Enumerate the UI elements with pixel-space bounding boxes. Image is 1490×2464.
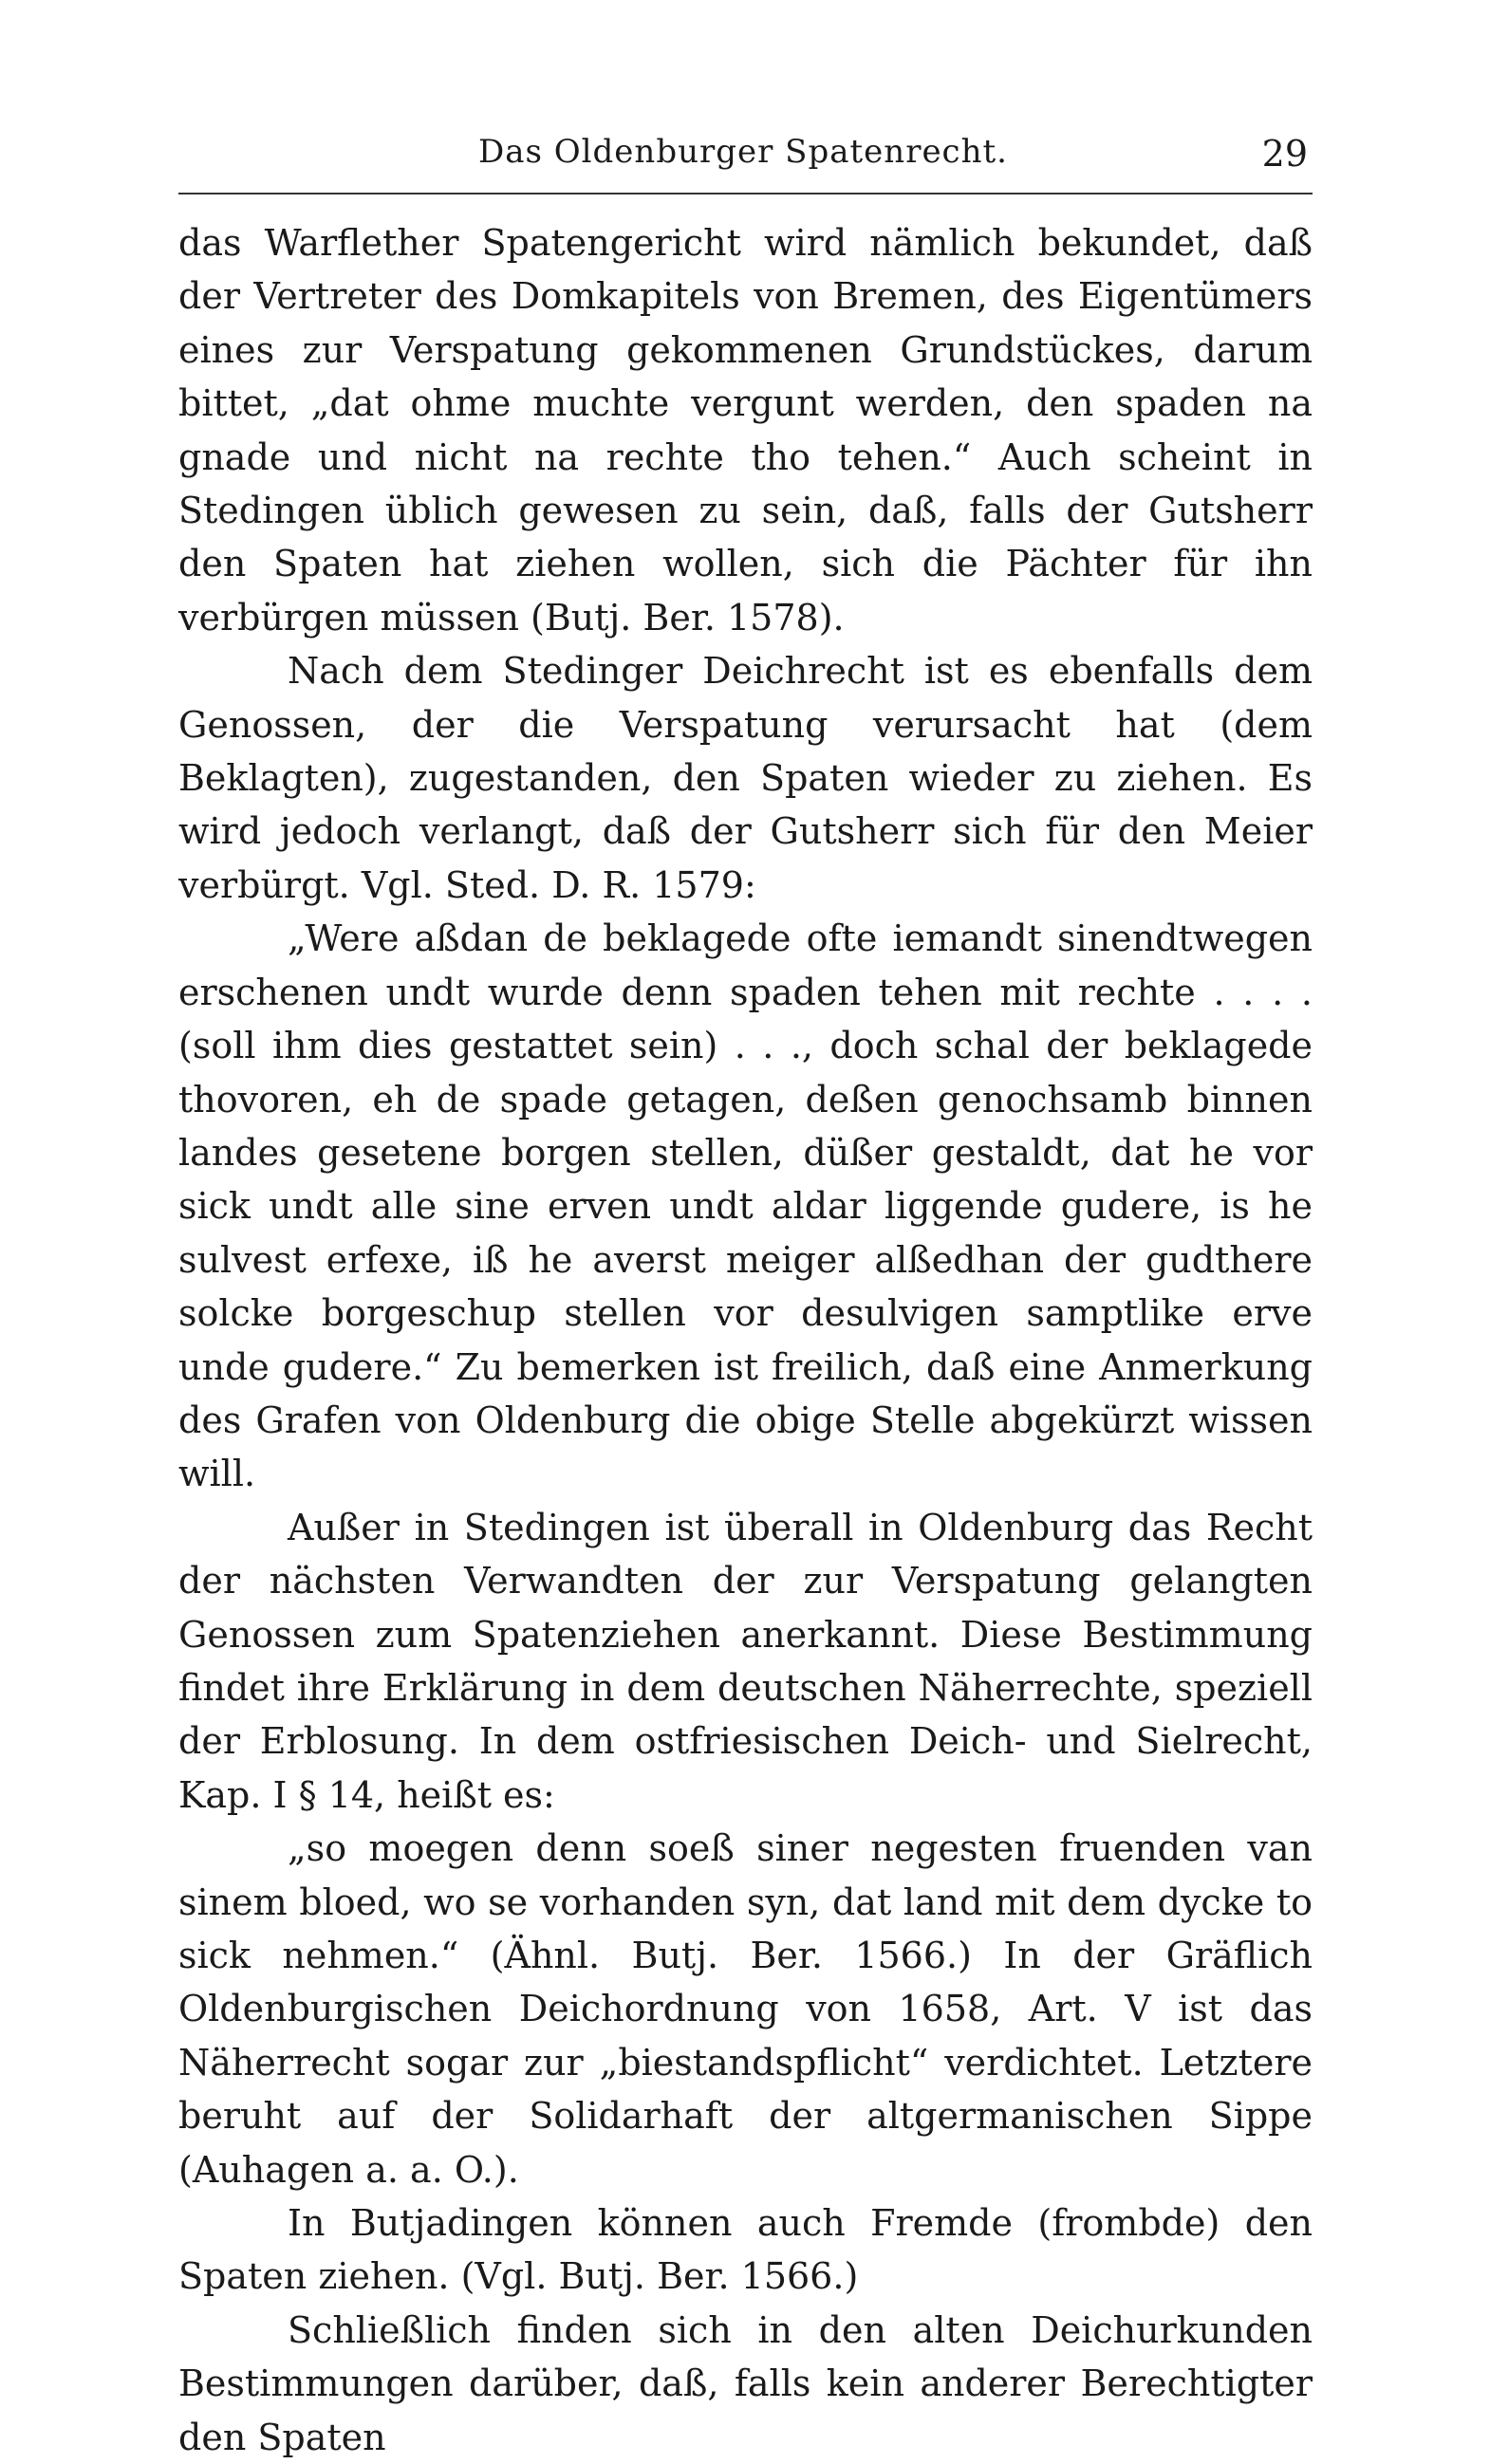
paragraph-butjadingen: In Butjadingen können auch Fremde (frombde) den Spaten ziehen. (Vgl. Butj. Ber. 1566.) (178, 2202, 1313, 2298)
body-text (178, 216, 1313, 2464)
running-header (178, 133, 1308, 190)
header-rule (178, 193, 1313, 195)
page-number: 29 (1261, 133, 1308, 175)
paragraph-quotation-were: „Were aßdan de beklagede ofte iemandt sinendtwegen erschenen undt wurde denn spaden tehen mit rechte . . . . (soll ihm dies gestattet sein) . . ., doch schal der beklagede thovoren, eh de spade getagen, deßen genochsamb binnen landes gesetene borgen stellen, düßer gestaldt, dat he vor sick undt alle sine erven undt aldar liggende gudere, is he sulvest erfexe, iß he averst meiger alßedhan der gudthere solcke borgeschup stellen vor desulvigen samptlike erve unde gudere.“ Zu bemerken ist freilich, daß eine Anmerkung des Grafen von Oldenburg die obige Stelle abgekürzt wissen will. (178, 917, 1313, 1495)
paragraph-continuation: das Warflether Spatengericht wird nämlich bekundet, daß der Vertreter des Domkapitels von Bremen, des Eigentümers eines zur Verspatung gekommenen Grundstückes, darum bittet, „dat ohme muchte vergunt werden, den spaden na gnade und nicht na rechte tho tehen.“ Auch scheint in Stedingen üblich gewesen zu sein, daß, falls der Gutsherr den Spaten hat ziehen wollen, sich die Pächter für ihn verbürgen müssen (Butj. Ber. 1578). (178, 222, 1313, 639)
paragraph-ausser-in-stedingen: Außer in Stedingen ist überall in Oldenburg das Recht der nächsten Verwandten der zur Verspatung gelangten Genossen zum Spatenziehen anerkannt. Diese Bestimmung findet ihre Erklärung in dem deutschen Näherrechte, speziell der Erblosung. In dem ostfriesischen Deich- und Sielrecht, Kap. I § 14, heißt es: (178, 1506, 1313, 1816)
paragraph-schliesslich: Schließlich finden sich in den alten Deichurkunden Bestimmungen darüber, daß, falls kein anderer Berechtigter den Spaten (178, 2308, 1313, 2458)
paragraph-stedinger-deichrecht: Nach dem Stedinger Deichrecht ist es ebenfalls dem Genossen, der die Verspatung verursacht hat (dem Beklagten), zugestanden, den Spaten wieder zu ziehen. Es wird jedoch verlangt, daß der Gutsherr sich für den Meier verbürgt. Vgl. Sted. D. R. 1579: (178, 650, 1313, 906)
paragraph-quotation-so-moegen: „so moegen denn soeß siner negesten fruenden van sinem bloed, wo se vorhanden syn, dat land mit dem dycke to sick nehmen.“ (Ähnl. Butj. Ber. 1566.) In der Gräflich Oldenburgischen Deichordnung von 1658, Art. V ist das Näherrecht sogar zur „biestandspflicht“ verdichtet. Letztere beruht auf der Solidarhaft der altgermanischen Sippe (Auhagen a. a. O.). (178, 1827, 1313, 2191)
running-title: Das Oldenburger Spatenrecht. (478, 133, 1008, 171)
